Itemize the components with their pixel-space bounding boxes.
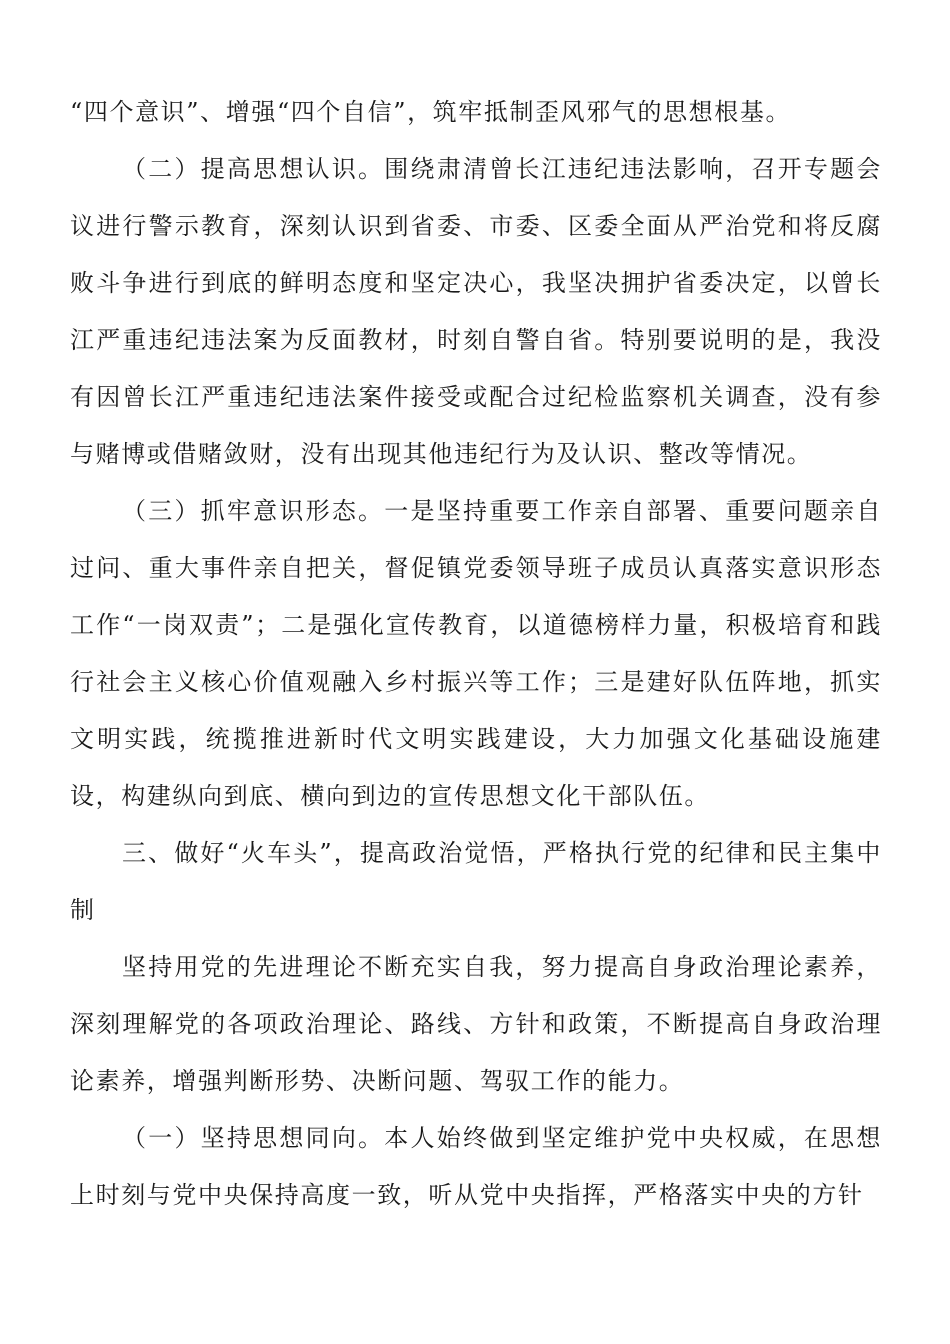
- document-body: [70, 84, 882, 1224]
- paragraph-continuation: “四个意识”、增强“四个自信”，筑牢抵制歪风邪气的思想根基。: [70, 98, 792, 126]
- paragraph-part-three-intro: 坚持用党的先进理论不断充实自我，努力提高自身政治理论素养，深刻理解党的各项政治理论、路线、方针和政策，不断提高自身政治理论素养，增强判断形势、决断问题、驾驭工作的能力。: [70, 953, 882, 1095]
- heading-part-three: 三、做好“火车头”，提高政治觉悟，严格执行党的纪律和民主集中制: [70, 839, 882, 924]
- paragraph-section-3: （三）抓牢意识形态。一是坚持重要工作亲自部署、重要问题亲自过问、重大事件亲自把关，督促镇党委领导班子成员认真落实意识形态工作“一岗双责”；二是强化宣传教育，以道德榜样力量，积极培育和践行社会主义核心价值观融入乡村振兴等工作；三是建好队伍阵地，抓实文明实践，统揽推进新时代文明实践建设，大力加强文化基础设施建设，构建纵向到底、横向到边的宣传思想文化干部队伍。: [70, 497, 882, 810]
- paragraph-section-2: （二）提高思想认识。围绕肃清曾长江违纪违法影响，召开专题会议进行警示教育，深刻认识到省委、市委、区委全面从严治党和将反腐败斗争进行到底的鲜明态度和坚定决心，我坚决拥护省委决定，以曾长江严重违纪违法案为反面教材，时刻自警自省。特别要说明的是，我没有因曾长江严重违纪违法案件接受或配合过纪检监察机关调查，没有参与赌博或借赌敛财，没有出现其他违纪行为及认识、整改等情况。: [70, 155, 882, 468]
- paragraph-part-three-item-1: （一）坚持思想同向。本人始终做到坚定维护党中央权威，在思想上时刻与党中央保持高度一致，听从党中央指挥，严格落实中央的方针: [70, 1124, 882, 1209]
